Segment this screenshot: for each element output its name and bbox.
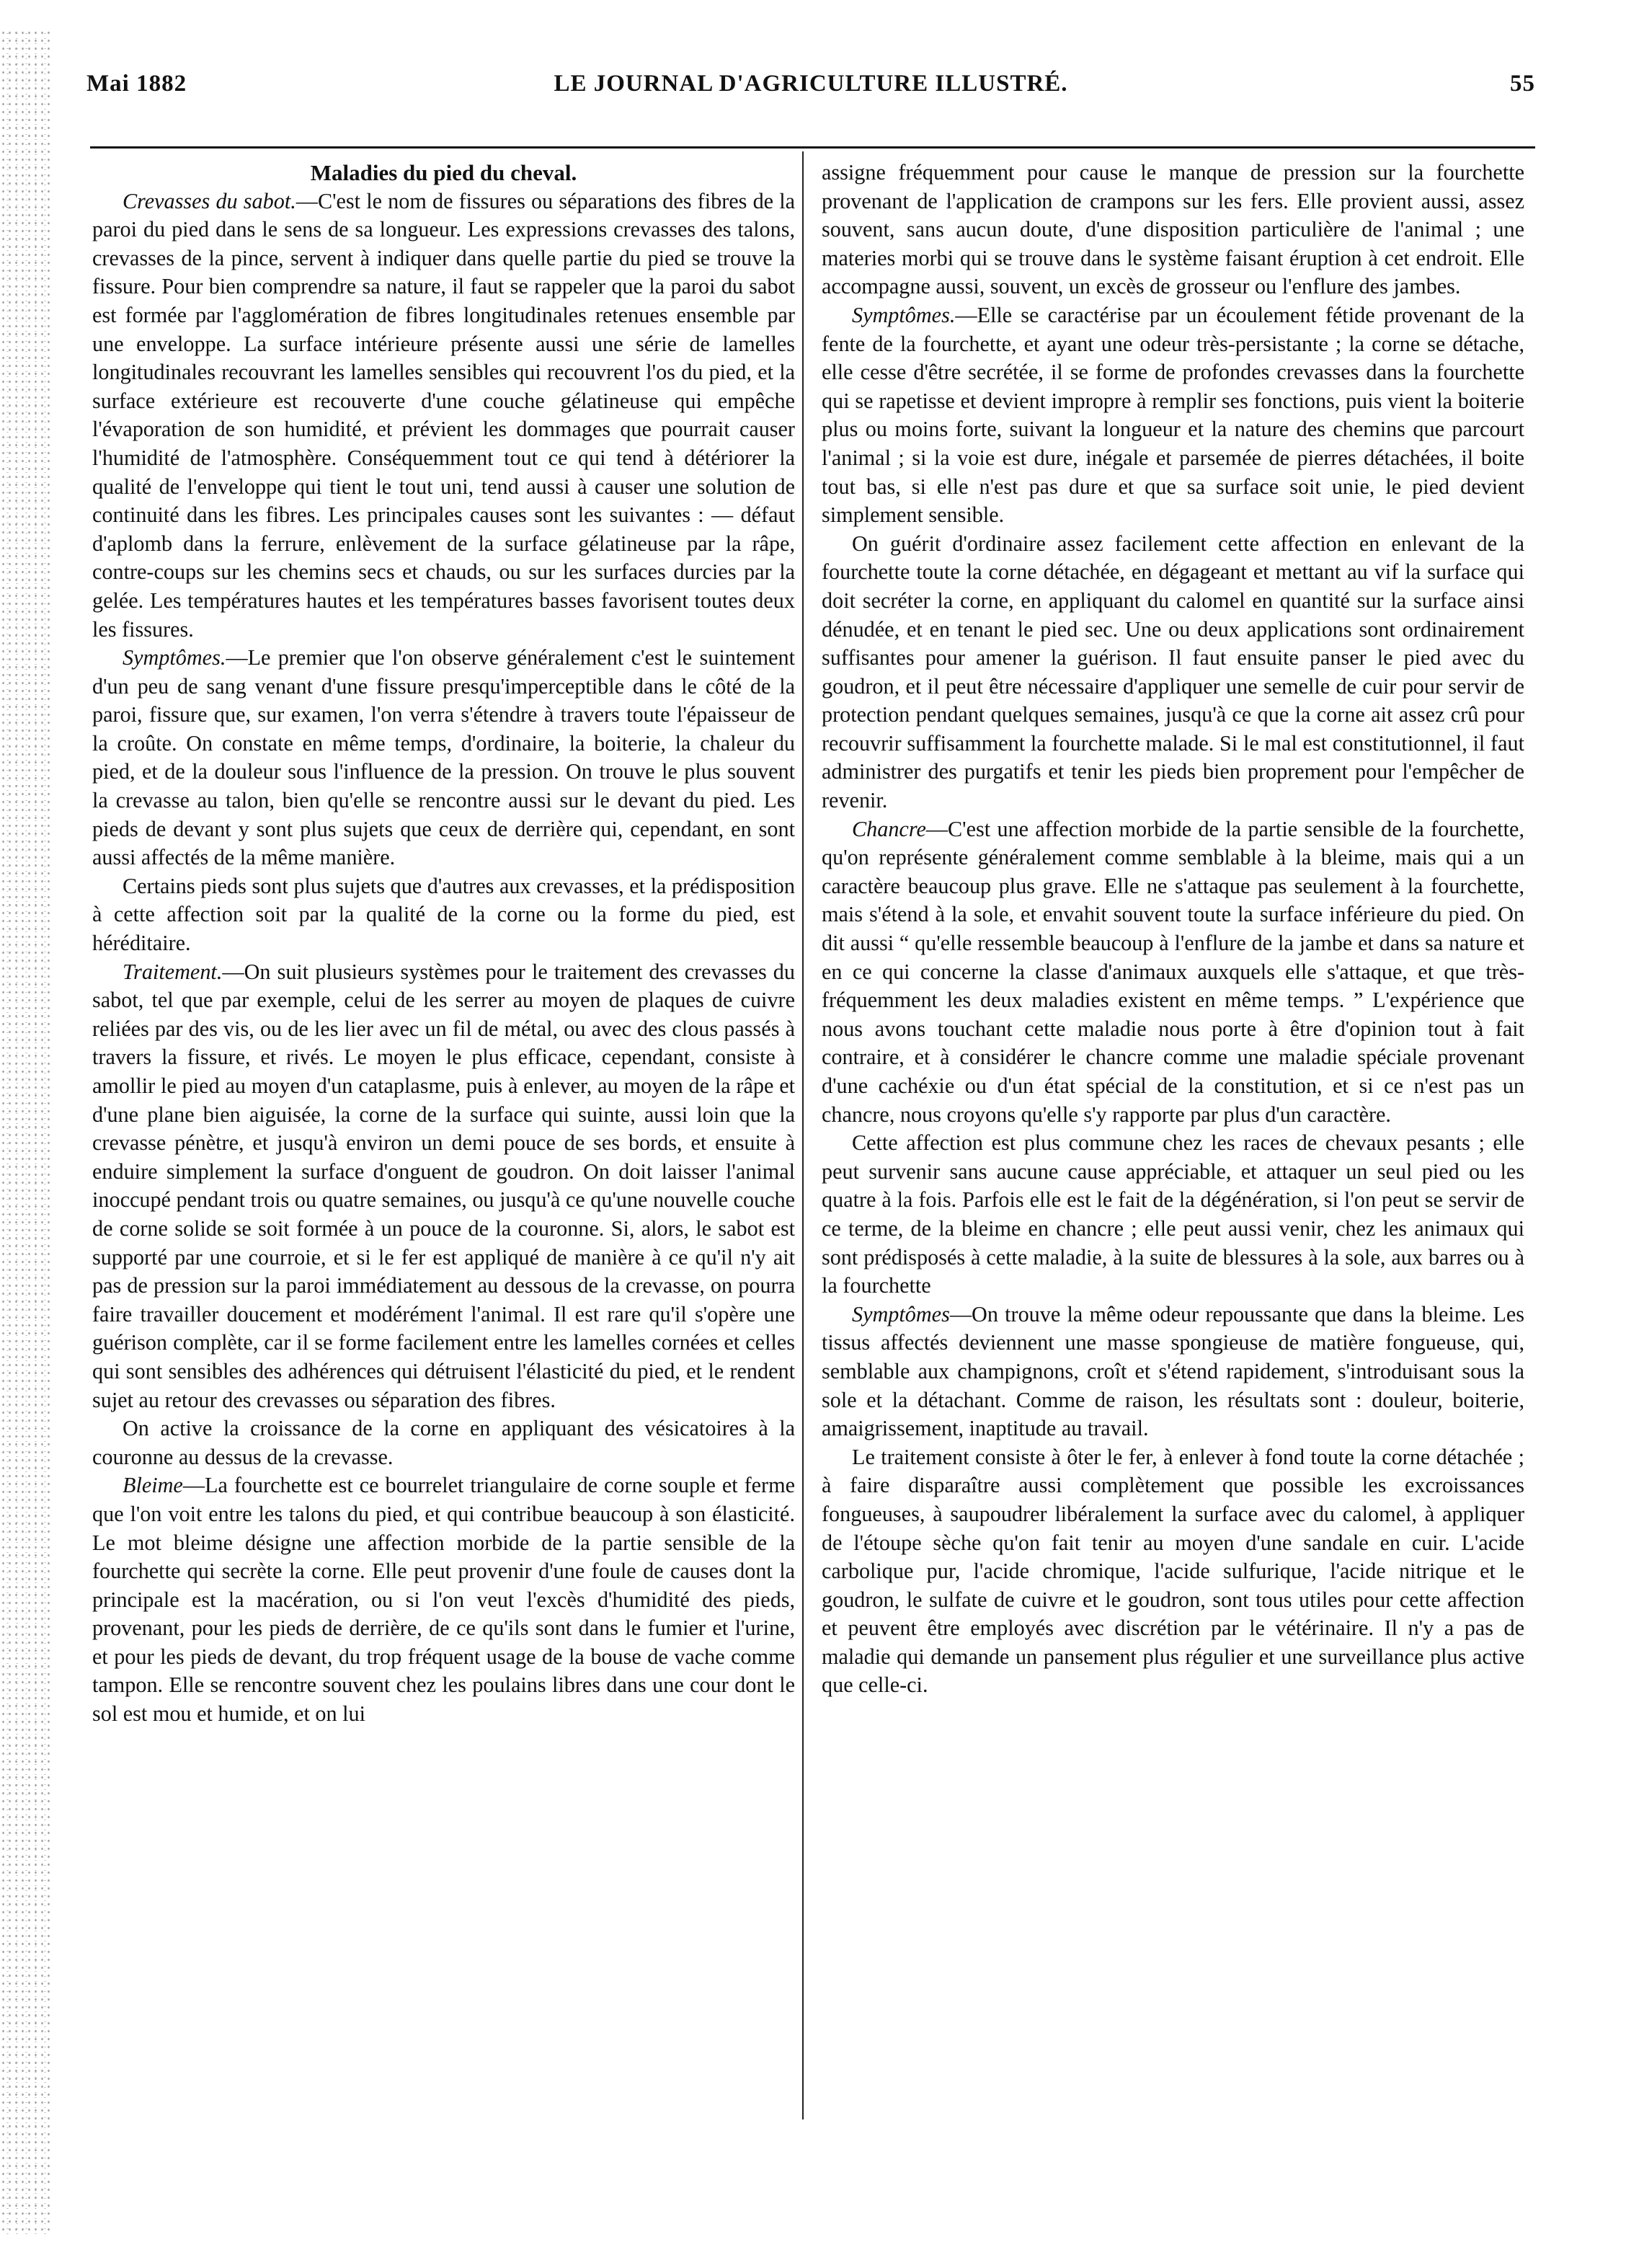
article-paragraph <box>92 187 795 644</box>
article-paragraph <box>822 815 1524 1130</box>
left-column <box>92 159 795 1729</box>
article-paragraph <box>92 958 795 1415</box>
right-column <box>822 159 1524 1700</box>
paragraph-text: Certains pieds sont plus sujets que d'autres aux crevasses, et la prédisposition à cette affection soit par la qualité de la corne ou la forme du pied, est héréditaire. <box>92 873 795 956</box>
column-divider <box>802 151 804 2119</box>
article-paragraph <box>822 1301 1524 1443</box>
paragraph-lead: Crevasses du sabot. <box>123 188 296 213</box>
article-paragraph <box>92 644 795 872</box>
header-page-number: 55 <box>1510 71 1535 97</box>
paragraph-text: —On suit plusieurs systèmes pour le traitement des crevasses du sabot, tel que par exemple, celui de les serrer au moyen de plaques de cuivre reliées par des vis, ou de les lier avec un fil de métal, ou avec des clous passés à travers la fissure, et rivés. Le moyen le plus efficace, cependant, consiste à amollir le pied au moyen d'un cataplasme, puis à enlever, au moyen de la râpe et d'une plane bien aiguisée, la corne de la surface qui suinte, aussi loin que la crevasse pénètre, et jusqu'à environ un demi pouce de ses bords, et ensuite à enduire simplement la surface d'onguent de goudron. On doit laisser l'animal inoccupé pendant trois ou quatre semaines, ou jusqu'à ce qu'une nouvelle couche de corne solide se soit formée à un pouce de la couronne. Si, alors, le sabot est supporté par une courroie, et si le fer est appliqué de manière à ce qu'il n'y ait pas de pression sur la paroi immédiatement au dessous de la crevasse, on pourra faire travailler doucement et modérément l'animal. Il est rare qu'il s'opère une guérison complète, car il se forme facilement entre les lamelles cornées et celles qui sont sensibles des adhérences qui détruisent l'élasticité du pied, et le rendent sujet au retour des crevasses ou séparation des fibres. <box>92 959 795 1412</box>
article-paragraph <box>822 1443 1524 1700</box>
paragraph-lead: Symptômes. <box>852 302 956 327</box>
paragraph-lead: Symptômes <box>852 1301 950 1326</box>
scan-edge-noise <box>0 29 50 2235</box>
article-paragraph <box>822 1129 1524 1301</box>
header-journal-title: LE JOURNAL D'AGRICULTURE ILLUSTRÉ. <box>554 71 1068 97</box>
article-paragraph <box>822 159 1524 301</box>
paragraph-text: —On trouve la même odeur repoussante que dans la bleime. Les tissus affectés deviennent une masse spongieuse de matière fongueuse, qui, semblable aux champignons, croît et s'étend rapidement, s'introduisant sous la sole et la détachant. Comme de raison, les résultats sont : douleur, boiterie, amaigrissement, inaptitude au travail. <box>822 1301 1524 1441</box>
paragraph-text: On active la croissance de la corne en appliquant des vésicatoires à la couronne au dessus de la crevasse. <box>92 1416 795 1469</box>
paragraph-text: —Le premier que l'on observe généralement c'est le suintement d'un peu de sang venant d'une fissure presqu'imperceptible dans le côté de la paroi, fissure que, sur examen, l'on verra s'étendre à travers toute l'épaisseur de la croûte. On constate en même temps, d'ordinaire, la boiterie, la chaleur du pied, et de la douleur sous l'influence de la pression. On trouve le plus souvent la crevasse au talon, bien qu'elle se rencontre aussi sur le devant du pied. Les pieds de devant y sont plus sujets que ceux de derrière qui, cependant, en sont aussi affectés de la même manière. <box>92 645 795 870</box>
header-date: Mai 1882 <box>86 71 187 97</box>
article-paragraph <box>92 1414 795 1471</box>
paragraph-lead: Bleime <box>123 1473 183 1498</box>
paragraph-text: assigne fréquemment pour cause le manque de pression sur la fourchette provenant de l'application de crampons sur les fers. Elle provient aussi, assez souvent, sans aucun doute, d'une disposition particulière de l'animal ; une materies morbi qui se trouve dans le système faisant éruption à cet endroit. Elle accompagne aussi, souvent, un excès de grosseur ou l'enflure des jambes. <box>822 160 1524 299</box>
paragraph-text: —Elle se caractérise par un écoulement fétide provenant de la fente de la fourchette, et ayant une odeur très-persistante ; la corne se détache, elle cesse d'être secrétée, il se forme de profondes crevasses dans la fourchette qui se rapetisse et devient impropre à remplir ses fonctions, puis vient la boiterie plus ou moins forte, suivant la longueur et la nature des chemins que parcourt l'animal ; si la voie est dure, inégale et parsemée de pierres détachées, il boite tout bas, si elle n'est pas dure et que sa surface soit unie, le pied devient simplement sensible. <box>822 302 1524 528</box>
header-rule <box>90 146 1535 149</box>
article-paragraph <box>92 872 795 958</box>
paragraph-lead: Chancre <box>852 816 926 841</box>
article-paragraph <box>822 530 1524 815</box>
paragraph-lead: Traitement. <box>123 959 223 984</box>
paragraph-text: Cette affection est plus commune chez les races de chevaux pesants ; elle peut survenir sans aucune cause appréciable, et attaquer un seul pied ou les quatre à la fois. Parfois elle est le fait de la dégénération, si l'on peut se servir de ce terme, de la bleime en chancre ; elle peut aussi venir, chez les animaux qui sont prédisposés à cette maladie, à la suite de blessures à la sole, aux barres ou à la fourchette <box>822 1130 1524 1298</box>
article-title: Maladies du pied du cheval. <box>310 160 577 185</box>
page-header <box>86 63 1535 107</box>
article-paragraph <box>92 1471 795 1728</box>
paragraph-text: Le traitement consiste à ôter le fer, à enlever à fond toute la corne détachée ; à faire disparaître aussi complètement que possible les excroissances fongueuses, à saupoudrer libéralement la surface avec du calomel, à appliquer de l'étoupe sèche qu'on fait tenir au moyen d'une sandale en cuir. L'acide carbolique pur, l'acide chromique, l'acide sulfurique, l'acide nitrique et le goudron, le sulfate de cuivre et le goudron, sont tous utiles pour cette affection et peuvent être employés avec discrétion par le vétérinaire. Il n'y a pas de maladie qui demande un pansement plus régulier et une surveillance plus active que celle-ci. <box>822 1444 1524 1698</box>
paragraph-text: —C'est le nom de fissures ou séparations des fibres de la paroi du pied dans le sens de sa longueur. Les expressions crevasses des talons, crevasses de la pince, servent à indiquer dans quelle partie du pied se trouve la fissure. Pour bien comprendre sa nature, il faut se rappeler que la paroi du sabot est formée par l'agglomération de fibres longitudinales retenues ensemble par une enveloppe. La surface intérieure présente aussi une série de lamelles longitudinales recouvrant les lamelles sensibles qui recouvrent l'os du pied, et la surface extérieure est recouverte d'une couche gélatineuse qui empêche l'évaporation de son humidité, et prévient les dommages que pourrait causer l'humidité de l'atmosphère. Conséquemment tout ce qui tend à détériorer la qualité de l'enveloppe qui tient le tout uni, tend aussi à causer une solution de continuité dans les fibres. Les principales causes sont les suivantes : — défaut d'aplomb dans la ferrure, enlèvement de la surface gélatineuse par la râpe, contre-coups sur les chemins secs et chauds, ou sur les surfaces durcies par la gelée. Les températures hautes et les températures basses favorisent toutes deux les fissures. <box>92 188 795 642</box>
paragraph-text: On guérit d'ordinaire assez facilement cette affection en enlevant de la fourchette toute la corne détachée, en dégageant et mettant au vif la surface qui doit secréter la corne, en appliquant du calomel en quantité sur la surface ainsi dénudée, et en tenant le pied sec. Une ou deux applications sont ordinairement suffisantes pour amener la guérison. Il faut ensuite panser le pied avec du goudron, et il peut être nécessaire d'appliquer une semelle de cuir pour servir de protection pendant quelques semaines, jusqu'à ce que la corne ait assez crû pour recouvrir suffisamment la fourchette malade. Si le mal est constitutionnel, il faut administrer des purgatifs et tenir les pieds bien proprement pour l'empêcher de revenir. <box>822 531 1524 813</box>
article-paragraph <box>822 301 1524 530</box>
paragraph-text: —C'est une affection morbide de la partie sensible de la fourchette, qu'on représente généralement comme semblable à la bleime, mais qui a un caractère beaucoup plus grave. Elle ne s'attaque pas seulement à la fourchette, mais s'étend à la sole, et envahit souvent toute la surface inférieure du pied. On dit aussi “ qu'elle ressemble beaucoup à l'enflure de la jambe et dans sa nature et en ce qui concerne la classe d'animaux auxquels elle s'attaque, et que très-fréquemment les deux maladies existent en même temps. ” L'expérience que nous avons touchant cette maladie nous porte à être d'opinion tout à fait contraire, et à considérer le chancre comme une maladie spéciale provenant d'une cachéxie ou d'un état spécial de la constitution, et si ce n'est pas un chancre, nous croyons qu'elle s'y rapporte par plus d'un caractère. <box>822 816 1524 1127</box>
paragraph-lead: Symptômes. <box>123 645 226 670</box>
paragraph-text: —La fourchette est ce bourrelet triangulaire de corne souple et ferme que l'on voit entre les talons du pied, et qui contribue beaucoup à son élasticité. Le mot bleime désigne une affection morbide de la partie sensible de la fourchette qui secrète la corne. Elle peut provenir d'une foule de causes dont la principale est la macération, ou si l'on veut l'excès d'humidité des pieds, provenant, pour les pieds de derrière, de ce qu'ils sont dans le fumier et l'urine, et pour les pieds de devant, du trop fréquent usage de la bouse de vache comme tampon. Elle se rencontre souvent chez les poulains libres dans une cour dont le sol est mou et humide, et on lui <box>92 1473 795 1727</box>
